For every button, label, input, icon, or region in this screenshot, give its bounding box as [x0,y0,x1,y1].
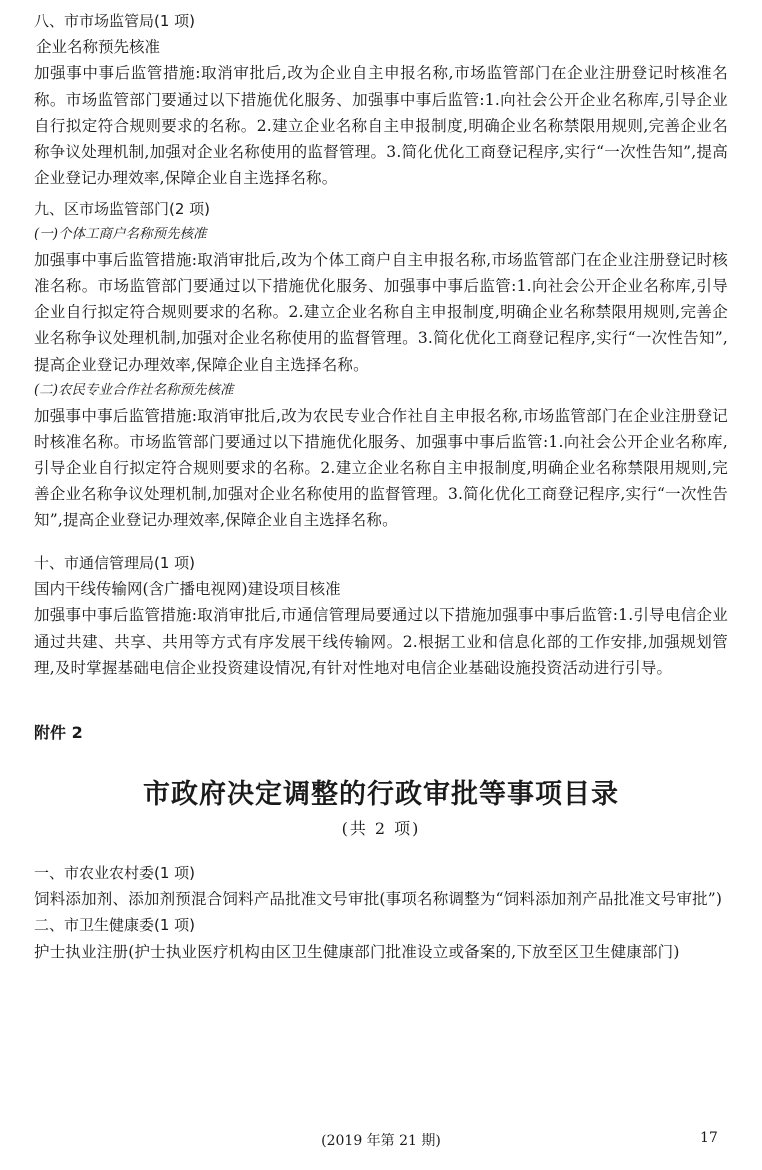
footer-issue: (2019 年第 21 期) [321,1133,441,1149]
section-8 [34,8,728,191]
section-9-item-2-title: (二)农民专业合作社名称预先核准 [34,381,234,398]
section-9-heading: 九、区市场监管部门(2 项) [34,200,211,218]
section-9-item-2-paragraph: 加强事中事后监管措施:取消审批后,改为农民专业合作社自主申报名称,市场监管部门在企业注册登记时核准名称。市场监管部门要通过以下措施优化服务、加强事中事后监管:1.向社会公开企业名称库,引导企业自行拟定符合规则要求的名称。2.建立企业名称自主申报制度,明确企业名称禁限用规则,完善企业名称争议处理机制,加强对企业名称使用的监督管理。3.简化优化工商登记程序,实行“一次性告知”,提高企业登记办理效率,保障企业自主选择名称。 [34,406,728,530]
page-number: 17 [700,1130,718,1146]
section-9-item-1-paragraph: 加强事中事后监管措施:取消审批后,改为个体工商户自主申报名称,市场监管部门在企业注册登记时核准名称。市场监管部门要通过以下措施优化服务、加强事中事后监管:1.向社会公开企业名称库,引导企业自行拟定符合规则要求的名称。2.建立企业名称自主申报制度,明确企业名称禁限用规则,完善企业名称争议处理机制,加强对企业名称使用的监督管理。3.简化优化工商登记程序,实行“一次性告知”,提高企业登记办理效率,保障企业自主选择名称。 [34,251,728,374]
section-9 [34,196,728,533]
attachment-label: 附件 2 [34,723,83,742]
section-10-paragraph: 加强事中事后监管措施:取消审批后,市通信管理局要通过以下措施加强事中事后监管:1.引导电信企业通过共建、共享、共用等方式有序发展干线传输网。2.根据工业和信息化部的工作安排,加强规划管理,及时掌握基础电信企业投资建设情况,有针对性地对电信企业基础设施投资活动进行引导。 [34,606,728,677]
section-10-item-title: 国内干线传输网(含广播电视网)建设项目核准 [34,580,341,599]
section-8-heading: 八、市市场监管局(1 项) [34,12,196,30]
attachment-title: 市政府决定调整的行政审批等事项目录 [143,779,619,810]
section-8-paragraph: 加强事中事后监管措施:取消审批后,改为企业自主申报名称,市场监管部门在企业注册登记时核准名称。市场监管部门要通过以下措施优化服务、加强事中事后监管:1.向社会公开企业名称库,引导企业自行拟定符合规则要求的名称。2.建立企业名称自主申报制度,明确企业名称禁限用规则,完善企业名称争议处理机制,加强对企业名称使用的监督管理。3.简化优化工商登记程序,实行“一次性告知”,提高企业登记办理效率,保障企业自主选择名称。 [34,64,728,187]
section-10 [34,550,728,681]
attachment-subtitle: (共 2 项) [341,819,421,838]
attachment-section-2-heading: 二、市卫生健康委(1 项) [34,916,196,935]
attachment-section-1-text: 饲料添加剂、添加剂预混合饲料产品批准文号审批(事项名称调整为“饲料添加剂产品批准文号审批”) [34,890,723,909]
section-8-item-title: 企业名称预先核准 [36,38,161,57]
section-9-item-1-title: (一)个体工商户名称预先核准 [34,226,207,243]
attachment-section-1-heading: 一、市农业农村委(1 项) [34,864,196,882]
attachment-list [34,860,728,965]
attachment-section-2-text: 护士执业注册(护士执业医疗机构由区卫生健康部门批准设立或备案的,下放至区卫生健康部门) [34,942,680,961]
section-10-heading: 十、市通信管理局(1 项) [34,554,196,572]
